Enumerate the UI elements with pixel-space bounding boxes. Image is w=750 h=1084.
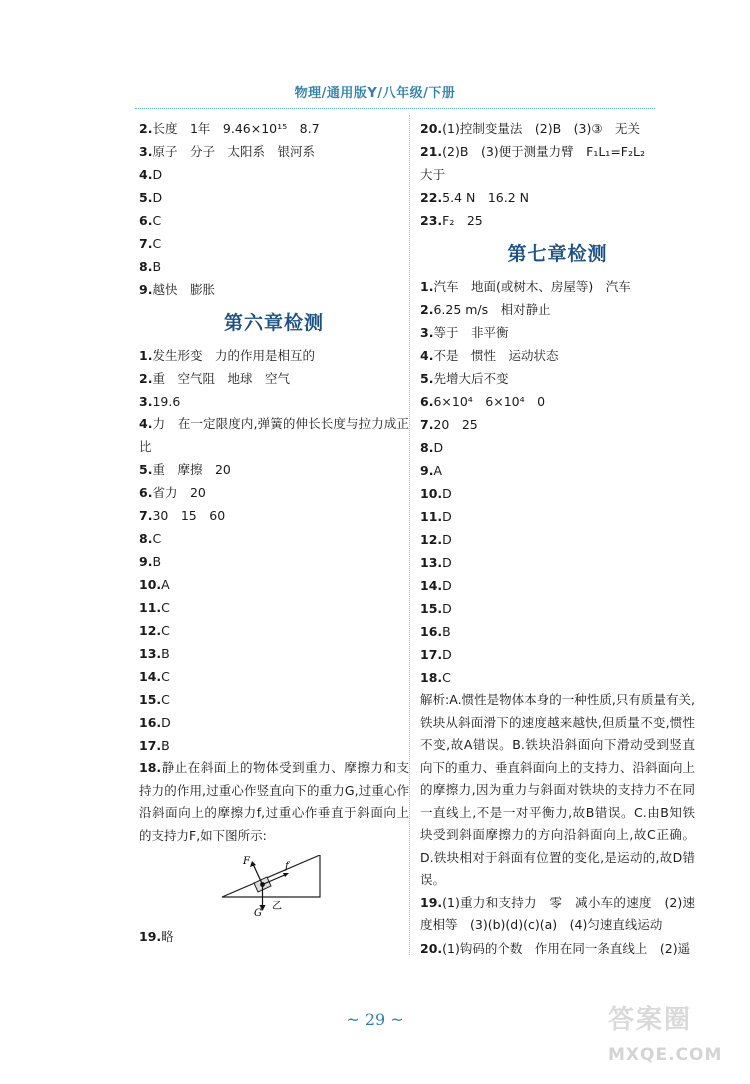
answer-item [139, 344, 409, 367]
answer-text: B [442, 624, 451, 639]
header-divider [135, 108, 655, 109]
answer-number: 9. [139, 554, 153, 569]
answer-text: 原子 分子 太阳系 银河系 [152, 144, 315, 159]
answer-item [139, 596, 409, 619]
answer-number: 4. [139, 416, 153, 431]
answer-number: 7. [420, 417, 434, 432]
answer-item [139, 458, 409, 481]
answer-text: B [161, 738, 170, 753]
column-divider [409, 115, 410, 955]
answer-item [139, 734, 409, 757]
answer-number: 13. [139, 646, 162, 661]
answer-number: 12. [139, 623, 162, 638]
answer-text: 30 15 60 [152, 508, 226, 523]
incline-triangle [222, 855, 320, 897]
answer-item [420, 367, 695, 390]
answer-item [420, 551, 695, 574]
answer-item [420, 937, 695, 960]
answer-number: 1. [420, 279, 434, 294]
answer-text: C [161, 669, 170, 684]
answer-number: 11. [420, 509, 443, 524]
answer-number: 2. [139, 121, 153, 136]
answer-number: 6. [139, 213, 153, 228]
answer-item [139, 688, 409, 711]
answer-text: D [442, 647, 452, 662]
answer-item [139, 255, 409, 278]
answer-text: 大于 [420, 167, 446, 182]
answer-text: 等于 非平衡 [433, 325, 509, 340]
answer-item [139, 642, 409, 665]
answer-number: 16. [420, 624, 443, 639]
answer-text: C [442, 670, 451, 685]
answer-number: 3. [139, 394, 153, 409]
page-number: ~ 29 ~ [346, 1010, 404, 1029]
answer-text: D [442, 486, 452, 501]
answer-text: C [161, 692, 170, 707]
answer-text: B [161, 646, 170, 661]
answer-item [139, 504, 409, 527]
answer-text: (1)重力和支持力 零 减小车的速度 (2)速度相等 (3)(b)(d)(c)(a) (4)匀速直线运动 [420, 894, 695, 932]
answer-text: C [161, 600, 170, 615]
watermark-url: MXQE.COM [608, 1045, 723, 1065]
answer-list [139, 458, 409, 757]
answer-item [420, 436, 695, 459]
answer-item [139, 209, 409, 232]
answer-text: F₂ 25 [442, 213, 483, 228]
answer-list [420, 117, 695, 232]
answer-number: 7. [139, 508, 153, 523]
answer-text: 20 25 [433, 417, 478, 432]
answer-item [420, 528, 695, 551]
answer-item [139, 527, 409, 550]
answer-number: 3. [139, 144, 153, 159]
answer-item [420, 163, 695, 186]
answer-text: 重 空气阻 地球 空气 [152, 371, 290, 386]
answer-number: 14. [420, 578, 443, 593]
answer-text: 不是 惯性 运动状态 [433, 348, 559, 363]
answer-text: D [152, 167, 163, 182]
answer-text: (1)钩码的个数 作用在同一条直线上 (2)遥 [442, 940, 691, 956]
answer-item [420, 321, 695, 344]
answer-item [139, 550, 409, 573]
answer-item [139, 711, 409, 734]
answer-text: (2)B (3)便于测量力臂 F₁L₁=F₂L₂ [442, 144, 645, 159]
incline-force-diagram [217, 855, 409, 921]
answer-number: 2. [139, 371, 153, 386]
answer-number: 4. [139, 167, 153, 182]
watermark-logo [608, 1005, 722, 1065]
answer-number: 6. [139, 485, 153, 500]
answer-number: 9. [139, 282, 153, 297]
answer-number: 10. [420, 486, 443, 501]
answer-number: 1. [139, 348, 153, 363]
answer-item [139, 925, 409, 948]
answer-text: B [152, 259, 162, 274]
answer-item [139, 163, 409, 186]
answer-number: 19. [139, 929, 162, 944]
answer-text: 6.25 m/s 相对静止 [433, 302, 551, 317]
answer-text: 略 [161, 929, 174, 944]
answer-number: 5. [420, 371, 434, 386]
answer-list [420, 275, 695, 689]
answer-list [139, 117, 409, 301]
left-column [139, 117, 409, 948]
answer-text: 越快 膨胀 [152, 282, 215, 297]
answer-text: C [152, 236, 162, 251]
answer-text: D [161, 715, 171, 730]
support-arrowhead [250, 861, 256, 867]
answer-text: 力 在一定限度内,弹簧的伸长长度与拉力成正比 [139, 416, 409, 454]
answer-item [420, 666, 695, 689]
answer-number: 15. [420, 601, 443, 616]
answer-item [420, 620, 695, 643]
answer-text: 省力 20 [152, 485, 206, 500]
label-F: F [243, 856, 250, 867]
answer-number: 11. [139, 600, 162, 615]
answer-number: 8. [420, 440, 434, 455]
answer-text: A [161, 577, 170, 592]
answer-item [420, 344, 695, 367]
answer-item [420, 390, 695, 413]
page-header: 物理/通用版Y/八年级/下册 [294, 86, 456, 101]
answer-number: 5. [139, 462, 153, 477]
answer-text: 汽车 地面(或树木、房屋等) 汽车 [433, 279, 631, 294]
answer-number: 16. [139, 715, 162, 730]
label-f: f [285, 861, 289, 872]
answer-number: 5. [139, 190, 153, 205]
answer-item [420, 275, 695, 298]
answer-item [139, 390, 409, 413]
right-column [420, 117, 695, 960]
answer-number: 17. [139, 738, 162, 753]
answer-text: D [442, 555, 452, 570]
answer-item [420, 892, 695, 937]
answer-text: (1)控制变量法 (2)B (3)③ 无关 [442, 121, 641, 136]
answer-text: D [442, 601, 452, 616]
answer-item [420, 482, 695, 505]
answer-item [420, 597, 695, 620]
answer-item [139, 117, 409, 140]
answer-number: 6. [420, 394, 434, 409]
answer-item [139, 619, 409, 642]
answer-text: 5.4 N 16.2 N [442, 190, 530, 205]
answer-list [139, 344, 409, 413]
answer-number: 10. [139, 577, 162, 592]
answer-number: 7. [139, 236, 153, 251]
answer-item [139, 413, 409, 458]
answer-number: 9. [420, 463, 434, 478]
label-yi: 乙 [272, 901, 282, 912]
answer-text: 先增大后不变 [433, 371, 509, 386]
answer-text: 发生形变 力的作用是相互的 [152, 348, 315, 363]
watermark-text: 答案圈 [608, 1005, 693, 1035]
answer-text: 静止在斜面上的物体受到重力、摩擦力和支持力的作用,过重心作竖直向下的重力G,过重心作沿斜面向上的摩擦力f,过重心作垂直于斜面向上的支持力F,如下图所示: [139, 760, 409, 843]
answer-item [420, 140, 695, 163]
answer-item [420, 505, 695, 528]
answer-number: 18. [139, 760, 162, 775]
answer-item [420, 209, 695, 232]
answer-number: 8. [139, 259, 153, 274]
answer-text: D [442, 509, 452, 524]
answer-item [139, 140, 409, 163]
answer-number: 14. [139, 669, 162, 684]
answer-item [139, 665, 409, 688]
analysis-text: 解析:A.惯性是物体本身的一种性质,只有质量有关,铁块从斜面滑下的速度越来越快,但质量不变,惯性不变,故A错误。B.铁块沿斜面向下滑动受到竖直向下的重力、垂直斜面向上的支持力、沿斜面向上的摩擦力,因为重力与斜面对铁块的支持力不在同一直线上,不是一对平衡力,故B错误。C.由B知铁块受到斜面摩擦力的方向沿斜面向上,故C正确。D.铁块相对于斜面有位置的变化,是运动的,故D错误。 [420, 692, 696, 887]
answer-number: 20. [420, 940, 443, 956]
answer-text: 重 摩擦 20 [152, 462, 231, 477]
answer-number: 22. [420, 190, 443, 205]
answer-text: D [433, 440, 444, 455]
label-G: G [254, 908, 262, 917]
answer-number: 17. [420, 647, 443, 662]
answer-text: C [161, 623, 170, 638]
answer-text: 长度 1年 9.46×10¹⁵ 8.7 [152, 121, 320, 136]
answer-item [139, 481, 409, 504]
answer-number: 13. [420, 555, 443, 570]
answer-text: C [152, 531, 162, 546]
answer-text: C [152, 213, 162, 228]
answer-item [420, 574, 695, 597]
incline-figure [217, 855, 327, 917]
answer-text: 6×10⁴ 6×10⁴ 0 [433, 394, 546, 409]
answer-number: 15. [139, 692, 162, 707]
answer-number: 3. [420, 325, 434, 340]
answer-item [420, 117, 695, 140]
answer-number: 12. [420, 532, 443, 547]
answer-item [420, 643, 695, 666]
answer-item [420, 186, 695, 209]
answer-number: 8. [139, 531, 153, 546]
answer-item [139, 232, 409, 255]
answer-item [139, 573, 409, 596]
section-title-chapter7: 第七章检测 [507, 243, 608, 265]
answer-text: D [152, 190, 163, 205]
answer-number: 20. [420, 121, 443, 136]
answer-item [420, 413, 695, 436]
answer-item [420, 459, 695, 482]
answer-number: 4. [420, 348, 434, 363]
answer-text: D [442, 578, 452, 593]
answer-item [420, 298, 695, 321]
section-title-chapter6: 第六章检测 [223, 312, 324, 334]
answer-text: A [433, 463, 443, 478]
answer-text: 19.6 [152, 394, 181, 409]
answer-text: D [442, 532, 452, 547]
answer-item [139, 186, 409, 209]
answer-item [139, 757, 409, 847]
answer-number: 19. [420, 894, 443, 910]
answer-number: 2. [420, 302, 434, 317]
answer-text: B [152, 554, 162, 569]
answer-item [139, 278, 409, 301]
answer-number: 23. [420, 213, 443, 228]
answer-number: 21. [420, 144, 443, 159]
answer-number: 18. [420, 670, 443, 685]
answer-item [139, 367, 409, 390]
